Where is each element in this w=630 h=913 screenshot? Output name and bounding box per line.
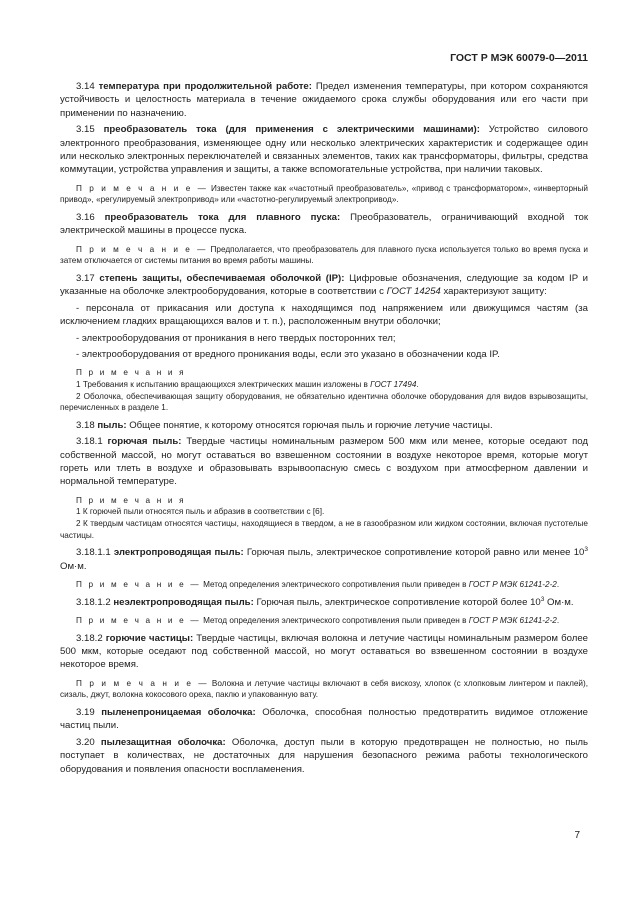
clause-text-end: характеризуют защиту: — [443, 286, 547, 298]
standard-reference: ГОСТ Р МЭК 61241-2-2 — [468, 616, 557, 626]
clause-number: 3.18.1 — [76, 436, 103, 448]
clause-text: Оболочка, доступ пыли в которую предотвращен не полностью, но пыль поступает в количествах, не достаточных для нарушения безопасного режима работы технологического оборудования и появления опасности воспламенения. — [60, 736, 588, 775]
note-3-18-2 — [60, 678, 588, 701]
clause-text: Твердые частицы номинальным размером 500 мкм или менее, которые оседают под собственной массой, но могут оставаться во взвешенном состоянии в воздухе некоторое время, которые могут гореть или тлеть в воздухе и образовывать взрывоопасную смесь с воздухом при атмосферном давлении и нормальной температуре. — [60, 436, 588, 488]
page-number: 7 — [574, 830, 580, 841]
clause-number: 3.18.1.1 — [76, 547, 111, 559]
clause-3-18-1 — [60, 435, 588, 489]
note-item: 2 К твердым частицам относятся частицы, находящиеся в твердом, а не в газообразном или жидком состоянии, включая пустотелые частицы. — [60, 519, 588, 540]
clause-term: электропроводящая пыль: — [113, 547, 244, 559]
note-3-16 — [60, 244, 588, 267]
note-label: П р и м е ч а н и е — — [76, 183, 209, 193]
clause-3-18-1-2 — [60, 596, 588, 609]
clause-text: Оболочка, способная полностью предотвратить видимое отложение частиц пыли. — [60, 707, 589, 732]
clause-term: температура при продолжительной работе: — [98, 81, 312, 92]
clause-text: Устройство силового электронного преобразования, изменяющее одну или несколько электрических характеристик и содержащее один или несколько электронных переключателей и связанных элементов, таких как трансформаторы, фильтры, средства коммутации, устройства управления и защиты, а также вспомогательные устройства, при наличии таковых. — [60, 124, 589, 176]
clause-term: горючие частицы: — [105, 632, 194, 644]
note-label: П р и м е ч а н и е — — [76, 244, 208, 254]
note-item: 2 Оболочка, обеспечивающая защиту оборудования, не обязательно идентична оболочке оборудования для видов взрывозащиты, перечисленных в разделе 1. — [60, 391, 588, 413]
clause-term: горючая пыль: — [107, 436, 182, 448]
note-3-18-1-2: П р и м е ч а н и е — Метод определения электрического сопротивления пыли приведен в ГОСТ Р МЭК 61241-2-2. — [76, 616, 560, 626]
clause-number: 3.18.1.2 — [76, 596, 111, 608]
clause-3-18-2 — [60, 632, 588, 672]
clause-text: Цифровые обозначения, следующие за кодом IP и указанные на оболочке электрооборудования, которые в соответствии с — [60, 273, 589, 298]
clause-number: 3.15 — [76, 124, 95, 136]
note-text: Волокна и летучие частицы включают в себя вискозу, хлопок (с хлопковым линтером и паклей), сизаль, джут, волокна кокосового ореха, паклю и упакованную вату. — [60, 678, 588, 700]
note-3-18-1-1: П р и м е ч а н и е — Метод определения электрического сопротивления пыли приведен в ГОСТ Р МЭК 61241-2-2. — [76, 580, 560, 590]
clause-3-15 — [60, 123, 588, 177]
standard-reference: ГОСТ 14254 — [386, 286, 441, 298]
note-label: П р и м е ч а н и е — — [76, 616, 201, 626]
clause-number: 3.18.2 — [76, 632, 103, 644]
clause-term: пыленепроницаемая оболочка: — [101, 707, 256, 719]
standard-reference: ГОСТ 17494 — [370, 380, 417, 390]
note-text: Метод определения электрического сопротивления пыли приведен в — [203, 580, 467, 590]
note-label: П р и м е ч а н и е — — [76, 580, 201, 590]
notes-3-18-1-label — [60, 495, 588, 507]
clause-text: Преобразователь, ограничивающий входной ток электрической машины в процессе пуска. — [60, 212, 589, 237]
clause-3-14 — [60, 80, 588, 120]
clause-3-18-1-1 — [60, 546, 588, 573]
list-item: - электрооборудования от проникания в него твердых посторонних тел; — [76, 332, 396, 344]
clause-text: Твердые частицы, включая волокна и летучие частицы номинальным размером более 500 мкм, которые оседают под собственной массой, но могут оставаться во взвешенном состоянии в воздухе некоторое время. — [60, 632, 588, 671]
clause-term: пылезащитная оболочка: — [100, 736, 226, 748]
notes-3-17-label — [60, 367, 588, 379]
clause-number: 3.14 — [76, 81, 95, 92]
clause-number: 3.20 — [76, 736, 95, 748]
standard-reference: ГОСТ Р МЭК 61241-2-2 — [468, 580, 557, 590]
exponent: 3 — [584, 546, 588, 554]
clause-term: неэлектропроводящая пыль: — [113, 596, 254, 608]
clause-number: 3.18 — [76, 419, 95, 431]
clause-term: преобразователь тока для плавного пуска: — [104, 212, 341, 224]
note-item: 1 Требования к испытанию вращающихся электрических машин изложены в ГОСТ 17494. — [76, 380, 419, 390]
exponent: 3 — [540, 595, 545, 603]
unit: Ом·м. — [60, 560, 87, 572]
clause-3-19 — [60, 706, 588, 733]
document-header: ГОСТ Р МЭК 60079-0—2011 — [450, 52, 588, 64]
clause-text: Предел изменения температуры, при котором сохраняются устойчивость и целостность материала в течение ожидаемого срока службы оборудования или его части при применении по назначению. — [60, 81, 588, 119]
clause-number: 3.19 — [76, 707, 95, 719]
clause-3-20 — [60, 736, 588, 776]
note-text: Предполагается, что преобразователь для плавного пуска используется только во время пуска и затем отключается от системы питания во время работы машины. — [60, 244, 588, 266]
clause-text: Горючая пыль, электрическое сопротивление которой более 10 — [256, 596, 541, 608]
note-text: Известен также как «частотный преобразователь», «привод с трансформатором», «инверторный привод», «регулируемый электропривод» или «частотно-регулируемый электропривод». — [60, 183, 589, 205]
clause-term: преобразователь тока (для применения с электрическими машинами): — [103, 124, 480, 136]
clause-term: степень защиты, обеспечиваемая оболочкой (IP): — [99, 273, 345, 285]
clause-number: 3.17 — [76, 273, 95, 285]
clause-3-16 — [60, 211, 588, 238]
notes-label: П р и м е ч а н и я — [76, 368, 186, 378]
note-text: Метод определения электрического сопротивления пыли приведен в — [203, 616, 467, 626]
unit: Ом·м. — [547, 596, 574, 608]
clause-text: Общее понятие, к которому относятся горючая пыль и горючие летучие частицы. — [129, 419, 493, 431]
note-3-15 — [60, 183, 588, 206]
note-label: П р и м е ч а н и е — — [76, 678, 209, 688]
notes-label: П р и м е ч а н и я — [76, 495, 186, 505]
clause-term: пыль: — [97, 419, 127, 431]
list-item: - электрооборудования от вредного проникания воды, если это указано в обозначении кода IP. — [76, 349, 500, 361]
clause-3-18 — [60, 419, 588, 432]
clause-text: Горючая пыль, электрическое сопротивление которой равно или менее 10 — [246, 547, 585, 559]
clause-number: 3.16 — [76, 212, 95, 224]
note-item: 1 К горючей пыли относятся пыль и абразив в соответствии с [6]. — [76, 507, 325, 517]
list-item: - персонала от прикасания или доступа к находящимся под напряжением или движущимся частям (за исключением гладких вращающихся валов и т. п.), расположенным внутри оболочки; — [60, 302, 588, 328]
clause-3-17 — [60, 272, 588, 299]
